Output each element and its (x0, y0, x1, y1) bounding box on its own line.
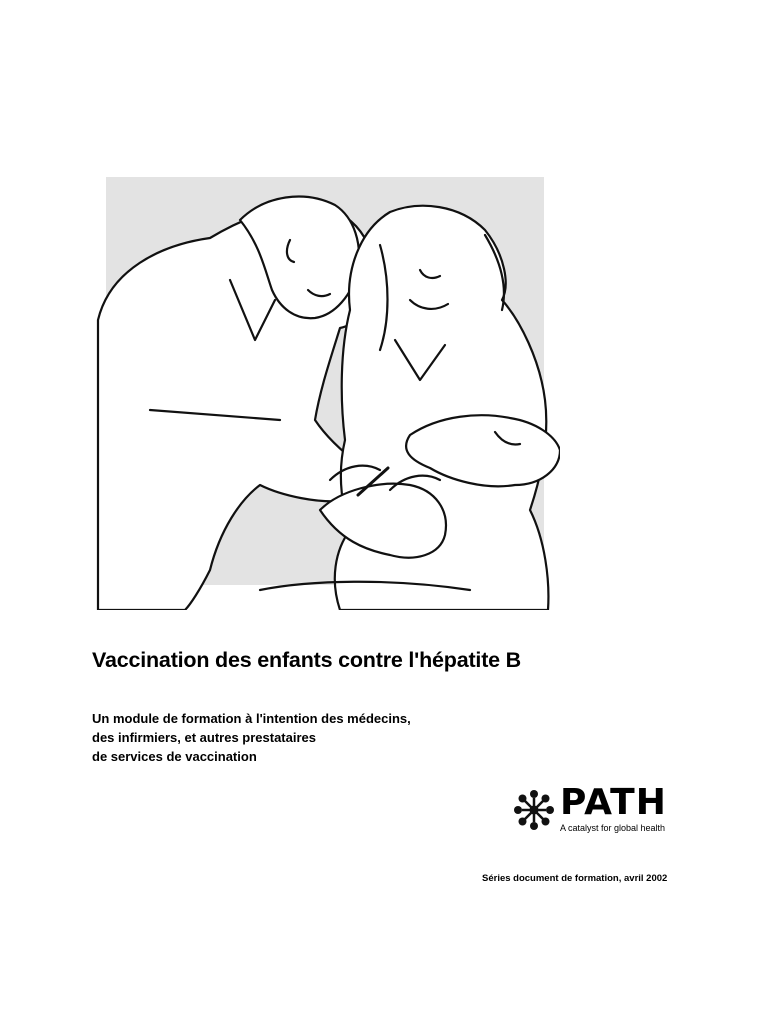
subtitle-line: des infirmiers, et autres prestataires (92, 730, 316, 745)
page-subtitle (92, 709, 411, 766)
series-note: Séries document de formation, avril 2002 (482, 873, 668, 884)
cover-illustration (90, 150, 560, 610)
path-logo (512, 782, 682, 836)
logo-tagline: A catalyst for global health (560, 823, 666, 833)
subtitle-line: Un module de formation à l'intention des médecins, (92, 711, 411, 726)
logo-name: PATH (560, 782, 667, 823)
page-title: Vaccination des enfants contre l'hépatite B (92, 648, 522, 672)
subtitle-line: de services de vaccination (92, 749, 257, 764)
vaccination-scene-drawing (90, 150, 560, 610)
path-logo-mark-icon (512, 788, 556, 832)
